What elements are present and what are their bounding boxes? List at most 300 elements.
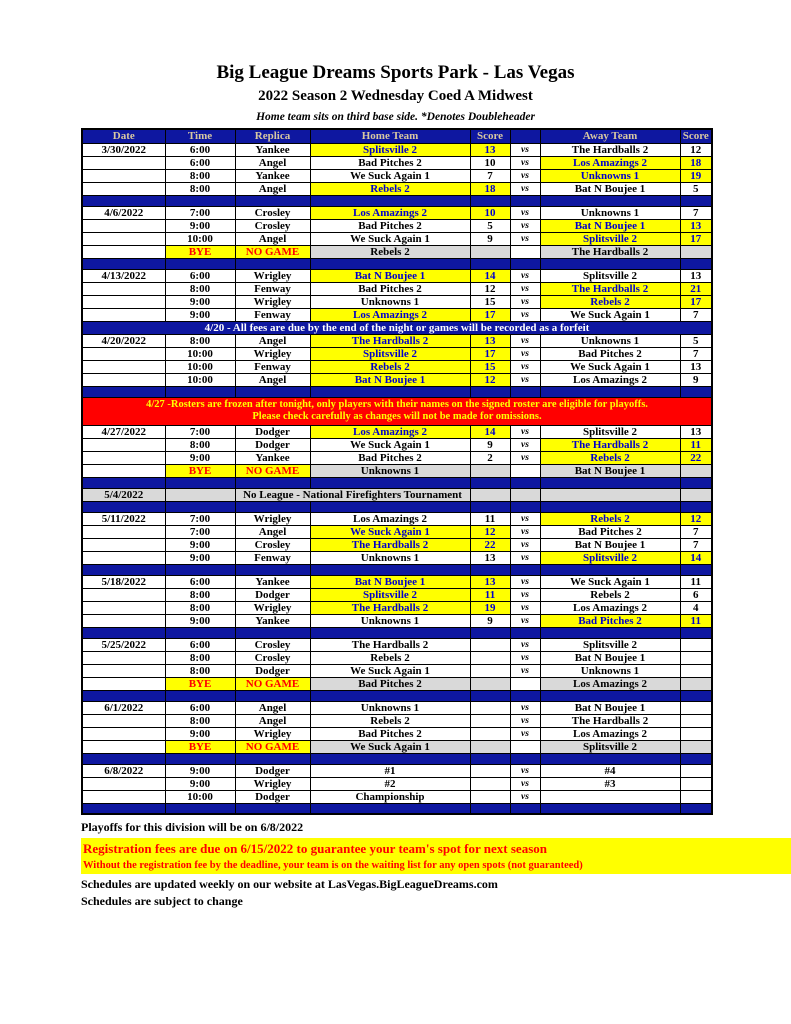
game-row bbox=[82, 360, 712, 373]
bye-cell: BYE bbox=[165, 464, 235, 477]
playoffs-note: Playoffs for this division will be on 6/8/2022 bbox=[81, 820, 304, 834]
time-cell bbox=[165, 488, 235, 501]
vs-cell: vs bbox=[510, 701, 540, 714]
away-team-cell: Splitsville 2 bbox=[540, 740, 680, 753]
replica-cell: Dodger bbox=[235, 588, 310, 601]
date-cell bbox=[82, 451, 165, 464]
date-cell bbox=[82, 651, 165, 664]
home-score-cell: 10 bbox=[470, 206, 510, 219]
date-cell bbox=[82, 538, 165, 551]
game-row bbox=[82, 727, 712, 740]
home-team-cell: Bad Pitches 2 bbox=[310, 156, 470, 169]
time-cell: 9:00 bbox=[165, 727, 235, 740]
no-game-cell: NO GAME bbox=[235, 464, 310, 477]
away-score-cell: 6 bbox=[680, 588, 712, 601]
separator-cell bbox=[680, 690, 712, 701]
home-team-cell: We Suck Again 1 bbox=[310, 664, 470, 677]
game-row bbox=[82, 347, 712, 360]
roster-freeze-line: Please check carefully as changes will not be made for omissions. bbox=[252, 411, 542, 422]
home-team-cell: We Suck Again 1 bbox=[310, 232, 470, 245]
separator-cell bbox=[680, 258, 712, 269]
column-header-away-team: Away Team bbox=[540, 129, 680, 143]
replica-cell: Dodger bbox=[235, 664, 310, 677]
date-cell bbox=[82, 614, 165, 627]
time-cell: 8:00 bbox=[165, 334, 235, 347]
date-cell bbox=[82, 740, 165, 753]
home-score-cell bbox=[470, 464, 510, 477]
bye-row bbox=[82, 740, 712, 753]
vs-cell: vs bbox=[510, 373, 540, 386]
date-cell bbox=[82, 525, 165, 538]
home-score-cell: 18 bbox=[470, 182, 510, 195]
separator-cell bbox=[540, 627, 680, 638]
separator-cell bbox=[82, 564, 165, 575]
date-cell bbox=[82, 156, 165, 169]
time-cell: 8:00 bbox=[165, 588, 235, 601]
separator-cell bbox=[680, 803, 712, 814]
date-cell: 4/13/2022 bbox=[82, 269, 165, 282]
away-score-cell: 13 bbox=[680, 425, 712, 438]
separator-cell bbox=[470, 386, 510, 397]
home-score-cell bbox=[470, 651, 510, 664]
separator-cell bbox=[680, 564, 712, 575]
separator-cell bbox=[310, 627, 470, 638]
away-team-cell: Unknowns 1 bbox=[540, 334, 680, 347]
away-score-cell: 4 bbox=[680, 601, 712, 614]
bye-cell: BYE bbox=[165, 245, 235, 258]
separator-cell bbox=[540, 501, 680, 512]
vs-cell: vs bbox=[510, 714, 540, 727]
separator-cell bbox=[310, 501, 470, 512]
separator-cell bbox=[680, 195, 712, 206]
date-cell bbox=[82, 182, 165, 195]
date-cell: 4/6/2022 bbox=[82, 206, 165, 219]
separator-cell bbox=[510, 386, 540, 397]
away-team-cell: Bat N Boujee 1 bbox=[540, 464, 680, 477]
away-score-cell: 11 bbox=[680, 438, 712, 451]
date-cell: 6/1/2022 bbox=[82, 701, 165, 714]
game-row bbox=[82, 373, 712, 386]
away-team-cell: The Hardballs 2 bbox=[540, 438, 680, 451]
vs-cell bbox=[510, 488, 540, 501]
date-cell bbox=[82, 245, 165, 258]
vs-cell: vs bbox=[510, 614, 540, 627]
replica-cell: Dodger bbox=[235, 764, 310, 777]
game-row bbox=[82, 269, 712, 282]
away-team-cell: Los Amazings 2 bbox=[540, 677, 680, 690]
separator-cell bbox=[235, 690, 310, 701]
home-team-cell: Unknowns 1 bbox=[310, 614, 470, 627]
away-team-cell: Los Amazings 2 bbox=[540, 727, 680, 740]
separator-cell bbox=[540, 258, 680, 269]
replica-cell: Wrigley bbox=[235, 512, 310, 525]
away-score-cell: 7 bbox=[680, 347, 712, 360]
game-row bbox=[82, 601, 712, 614]
game-row bbox=[82, 182, 712, 195]
time-cell: 8:00 bbox=[165, 714, 235, 727]
away-score-cell: 7 bbox=[680, 206, 712, 219]
home-score-cell bbox=[470, 701, 510, 714]
game-row bbox=[82, 219, 712, 232]
home-score-cell bbox=[470, 488, 510, 501]
separator-cell bbox=[510, 258, 540, 269]
time-cell: 9:00 bbox=[165, 614, 235, 627]
away-team-cell: The Hardballs 2 bbox=[540, 714, 680, 727]
vs-cell bbox=[510, 245, 540, 258]
home-team-cell: Bad Pitches 2 bbox=[310, 282, 470, 295]
date-cell: 4/20/2022 bbox=[82, 334, 165, 347]
home-team-cell: #2 bbox=[310, 777, 470, 790]
separator-cell bbox=[310, 477, 470, 488]
separator-row bbox=[82, 753, 712, 764]
fees-banner-row bbox=[82, 321, 712, 334]
replica-cell: Angel bbox=[235, 156, 310, 169]
date-cell bbox=[82, 347, 165, 360]
column-header-home-team: Home Team bbox=[310, 129, 470, 143]
game-row bbox=[82, 638, 712, 651]
separator-row bbox=[82, 627, 712, 638]
vs-cell: vs bbox=[510, 538, 540, 551]
home-score-cell: 11 bbox=[470, 588, 510, 601]
column-header-score: Score bbox=[680, 129, 712, 143]
vs-cell bbox=[510, 740, 540, 753]
away-team-cell: Unknowns 1 bbox=[540, 664, 680, 677]
date-cell bbox=[82, 464, 165, 477]
separator-cell bbox=[165, 753, 235, 764]
time-cell: 6:00 bbox=[165, 701, 235, 714]
separator-cell bbox=[165, 477, 235, 488]
vs-cell: vs bbox=[510, 232, 540, 245]
game-row bbox=[82, 525, 712, 538]
replica-cell: Crosley bbox=[235, 651, 310, 664]
replica-cell: Yankee bbox=[235, 451, 310, 464]
vs-cell: vs bbox=[510, 551, 540, 564]
home-team-cell: Splitsville 2 bbox=[310, 588, 470, 601]
registration-band bbox=[81, 838, 791, 874]
away-team-cell: We Suck Again 1 bbox=[540, 575, 680, 588]
time-cell: 6:00 bbox=[165, 269, 235, 282]
away-team-cell: Bad Pitches 2 bbox=[540, 525, 680, 538]
away-team-cell: Bat N Boujee 1 bbox=[540, 651, 680, 664]
vs-cell: vs bbox=[510, 182, 540, 195]
home-team-cell: Unknowns 1 bbox=[310, 701, 470, 714]
away-team-cell: Splitsville 2 bbox=[540, 232, 680, 245]
separator-cell bbox=[680, 627, 712, 638]
vs-cell: vs bbox=[510, 727, 540, 740]
separator-cell bbox=[82, 501, 165, 512]
home-team-cell: Unknowns 1 bbox=[310, 464, 470, 477]
roster-freeze-line: 4/27 -Rosters are frozen after tonight, only players with their names on the signed roster are eligible for playoffs. bbox=[146, 398, 648, 410]
replica-cell: Wrigley bbox=[235, 727, 310, 740]
vs-cell: vs bbox=[510, 219, 540, 232]
away-team-cell: #3 bbox=[540, 777, 680, 790]
home-team-cell: Rebels 2 bbox=[310, 714, 470, 727]
away-team-cell: The Hardballs 2 bbox=[540, 143, 680, 156]
replica-cell: Angel bbox=[235, 373, 310, 386]
bye-row bbox=[82, 245, 712, 258]
away-score-cell bbox=[680, 764, 712, 777]
time-cell: 8:00 bbox=[165, 169, 235, 182]
game-row bbox=[82, 701, 712, 714]
date-cell bbox=[82, 677, 165, 690]
page-subtitle: 2022 Season 2 Wednesday Coed A Midwest bbox=[258, 88, 533, 104]
away-score-cell bbox=[680, 245, 712, 258]
away-score-cell bbox=[680, 727, 712, 740]
date-cell bbox=[82, 219, 165, 232]
game-row bbox=[82, 425, 712, 438]
away-score-cell: 12 bbox=[680, 143, 712, 156]
away-team-cell: Splitsville 2 bbox=[540, 638, 680, 651]
date-cell bbox=[82, 169, 165, 182]
separator-cell bbox=[470, 501, 510, 512]
separator-cell bbox=[510, 627, 540, 638]
subject-to-change-note: Schedules are subject to change bbox=[81, 894, 243, 908]
time-cell: 8:00 bbox=[165, 664, 235, 677]
replica-cell: Fenway bbox=[235, 308, 310, 321]
separator-cell bbox=[310, 195, 470, 206]
replica-cell: Angel bbox=[235, 334, 310, 347]
away-score-cell: 18 bbox=[680, 156, 712, 169]
separator-cell bbox=[165, 803, 235, 814]
away-team-cell: Rebels 2 bbox=[540, 451, 680, 464]
separator-cell bbox=[165, 195, 235, 206]
home-team-cell: Rebels 2 bbox=[310, 245, 470, 258]
separator-row bbox=[82, 803, 712, 814]
home-team-cell: The Hardballs 2 bbox=[310, 601, 470, 614]
time-cell: 8:00 bbox=[165, 182, 235, 195]
date-cell: 6/8/2022 bbox=[82, 764, 165, 777]
away-team-cell: Rebels 2 bbox=[540, 588, 680, 601]
time-cell: 6:00 bbox=[165, 156, 235, 169]
separator-cell bbox=[510, 501, 540, 512]
game-row bbox=[82, 512, 712, 525]
time-cell: 7:00 bbox=[165, 525, 235, 538]
no-game-cell: NO GAME bbox=[235, 740, 310, 753]
date-cell bbox=[82, 601, 165, 614]
time-cell: 10:00 bbox=[165, 790, 235, 803]
vs-cell: vs bbox=[510, 525, 540, 538]
home-score-cell bbox=[470, 677, 510, 690]
replica-cell: Wrigley bbox=[235, 347, 310, 360]
home-team-cell: Championship bbox=[310, 790, 470, 803]
home-score-cell bbox=[470, 777, 510, 790]
replica-cell: Crosley bbox=[235, 206, 310, 219]
roster-freeze-banner-row bbox=[82, 397, 712, 425]
away-score-cell bbox=[680, 464, 712, 477]
away-team-cell: Unknowns 1 bbox=[540, 169, 680, 182]
separator-cell bbox=[165, 258, 235, 269]
separator-cell bbox=[82, 477, 165, 488]
separator-cell bbox=[82, 753, 165, 764]
replica-cell: Wrigley bbox=[235, 601, 310, 614]
vs-cell: vs bbox=[510, 206, 540, 219]
separator-cell bbox=[165, 564, 235, 575]
away-score-cell: 7 bbox=[680, 308, 712, 321]
home-team-cell: Bat N Boujee 1 bbox=[310, 373, 470, 386]
away-score-cell: 11 bbox=[680, 614, 712, 627]
away-score-cell: 9 bbox=[680, 373, 712, 386]
separator-row bbox=[82, 386, 712, 397]
home-score-cell: 9 bbox=[470, 614, 510, 627]
home-team-cell: We Suck Again 1 bbox=[310, 525, 470, 538]
time-cell: 7:00 bbox=[165, 206, 235, 219]
separator-cell bbox=[82, 258, 165, 269]
separator-cell bbox=[310, 803, 470, 814]
away-team-cell: Unknowns 1 bbox=[540, 206, 680, 219]
game-row bbox=[82, 438, 712, 451]
separator-cell bbox=[470, 753, 510, 764]
time-cell: 9:00 bbox=[165, 538, 235, 551]
bye-row bbox=[82, 677, 712, 690]
replica-cell: Fenway bbox=[235, 551, 310, 564]
home-score-cell: 7 bbox=[470, 169, 510, 182]
away-score-cell: 21 bbox=[680, 282, 712, 295]
home-team-cell: #1 bbox=[310, 764, 470, 777]
date-cell bbox=[82, 373, 165, 386]
home-score-cell bbox=[470, 638, 510, 651]
game-row bbox=[82, 308, 712, 321]
date-cell: 5/25/2022 bbox=[82, 638, 165, 651]
date-cell: 4/27/2022 bbox=[82, 425, 165, 438]
date-cell bbox=[82, 360, 165, 373]
home-score-cell bbox=[470, 664, 510, 677]
separator-cell bbox=[680, 386, 712, 397]
page-title: Big League Dreams Sports Park - Las Vegas bbox=[216, 62, 575, 83]
date-cell bbox=[82, 727, 165, 740]
home-score-cell: 5 bbox=[470, 219, 510, 232]
separator-cell bbox=[82, 803, 165, 814]
separator-cell bbox=[82, 627, 165, 638]
date-cell: 3/30/2022 bbox=[82, 143, 165, 156]
game-row bbox=[82, 664, 712, 677]
separator-cell bbox=[510, 803, 540, 814]
vs-cell: vs bbox=[510, 282, 540, 295]
separator-cell bbox=[165, 627, 235, 638]
separator-cell bbox=[310, 753, 470, 764]
page-header bbox=[0, 0, 791, 123]
away-team-cell: Bat N Boujee 1 bbox=[540, 182, 680, 195]
separator-cell bbox=[540, 564, 680, 575]
home-score-cell: 13 bbox=[470, 334, 510, 347]
home-score-cell: 9 bbox=[470, 438, 510, 451]
replica-cell: Yankee bbox=[235, 614, 310, 627]
game-row bbox=[82, 206, 712, 219]
away-score-cell bbox=[680, 664, 712, 677]
home-score-cell: 12 bbox=[470, 525, 510, 538]
vs-cell: vs bbox=[510, 269, 540, 282]
away-team-cell: Bat N Boujee 1 bbox=[540, 701, 680, 714]
away-team-cell: Rebels 2 bbox=[540, 295, 680, 308]
date-cell bbox=[82, 438, 165, 451]
away-team-cell: Los Amazings 2 bbox=[540, 156, 680, 169]
separator-cell bbox=[470, 627, 510, 638]
game-row bbox=[82, 714, 712, 727]
separator-cell bbox=[510, 564, 540, 575]
separator-row bbox=[82, 690, 712, 701]
away-score-cell: 17 bbox=[680, 232, 712, 245]
home-score-cell: 17 bbox=[470, 308, 510, 321]
away-score-cell: 12 bbox=[680, 512, 712, 525]
time-cell: 10:00 bbox=[165, 360, 235, 373]
separator-cell bbox=[470, 803, 510, 814]
vs-cell: vs bbox=[510, 777, 540, 790]
away-team-cell: Los Amazings 2 bbox=[540, 373, 680, 386]
time-cell: 10:00 bbox=[165, 373, 235, 386]
home-score-cell bbox=[470, 245, 510, 258]
vs-cell: vs bbox=[510, 308, 540, 321]
home-team-cell: Los Amazings 2 bbox=[310, 308, 470, 321]
separator-cell bbox=[310, 258, 470, 269]
registration-waitlist-note: Without the registration fee by the deadline, your team is on the waiting list for any open spots (not guaranteed) bbox=[83, 860, 583, 871]
away-team-cell: Splitsville 2 bbox=[540, 269, 680, 282]
replica-cell: Angel bbox=[235, 232, 310, 245]
away-team-cell: The Hardballs 2 bbox=[540, 245, 680, 258]
date-cell bbox=[82, 232, 165, 245]
away-team-cell: Rebels 2 bbox=[540, 512, 680, 525]
separator-cell bbox=[235, 501, 310, 512]
home-team-cell: Bad Pitches 2 bbox=[310, 677, 470, 690]
vs-cell: vs bbox=[510, 512, 540, 525]
date-cell bbox=[82, 551, 165, 564]
fees-banner: 4/20 - All fees are due by the end of the night or games will be recorded as a forfeit bbox=[82, 321, 712, 334]
date-cell bbox=[82, 588, 165, 601]
game-row bbox=[82, 538, 712, 551]
home-score-cell: 12 bbox=[470, 373, 510, 386]
separator-row bbox=[82, 195, 712, 206]
game-row bbox=[82, 551, 712, 564]
replica-cell: Dodger bbox=[235, 438, 310, 451]
replica-cell: Angel bbox=[235, 525, 310, 538]
home-score-cell: 2 bbox=[470, 451, 510, 464]
game-row bbox=[82, 790, 712, 803]
vs-cell: vs bbox=[510, 360, 540, 373]
page-footer bbox=[81, 820, 791, 909]
time-cell: 9:00 bbox=[165, 551, 235, 564]
home-team-cell: Rebels 2 bbox=[310, 651, 470, 664]
separator-cell bbox=[540, 690, 680, 701]
away-team-cell: Bad Pitches 2 bbox=[540, 347, 680, 360]
vs-cell: vs bbox=[510, 334, 540, 347]
game-row bbox=[82, 764, 712, 777]
vs-cell: vs bbox=[510, 575, 540, 588]
replica-cell: Wrigley bbox=[235, 269, 310, 282]
home-team-cell: Los Amazings 2 bbox=[310, 425, 470, 438]
game-row bbox=[82, 169, 712, 182]
roster-freeze-banner bbox=[82, 397, 712, 425]
away-team-cell bbox=[540, 488, 680, 501]
game-row bbox=[82, 575, 712, 588]
separator-cell bbox=[680, 753, 712, 764]
away-team-cell: We Suck Again 1 bbox=[540, 360, 680, 373]
time-cell: 9:00 bbox=[165, 295, 235, 308]
separator-cell bbox=[165, 501, 235, 512]
vs-cell: vs bbox=[510, 295, 540, 308]
away-score-cell bbox=[680, 488, 712, 501]
replica-cell: Fenway bbox=[235, 282, 310, 295]
separator-cell bbox=[235, 627, 310, 638]
home-team-cell: Bat N Boujee 1 bbox=[310, 269, 470, 282]
separator-cell bbox=[82, 195, 165, 206]
home-team-cell: The Hardballs 2 bbox=[310, 638, 470, 651]
vs-cell: vs bbox=[510, 169, 540, 182]
replica-cell: Yankee bbox=[235, 169, 310, 182]
away-score-cell: 14 bbox=[680, 551, 712, 564]
time-cell: 8:00 bbox=[165, 651, 235, 664]
replica-cell: Crosley bbox=[235, 538, 310, 551]
separator-row bbox=[82, 477, 712, 488]
replica-cell: Crosley bbox=[235, 638, 310, 651]
away-team-cell: #4 bbox=[540, 764, 680, 777]
